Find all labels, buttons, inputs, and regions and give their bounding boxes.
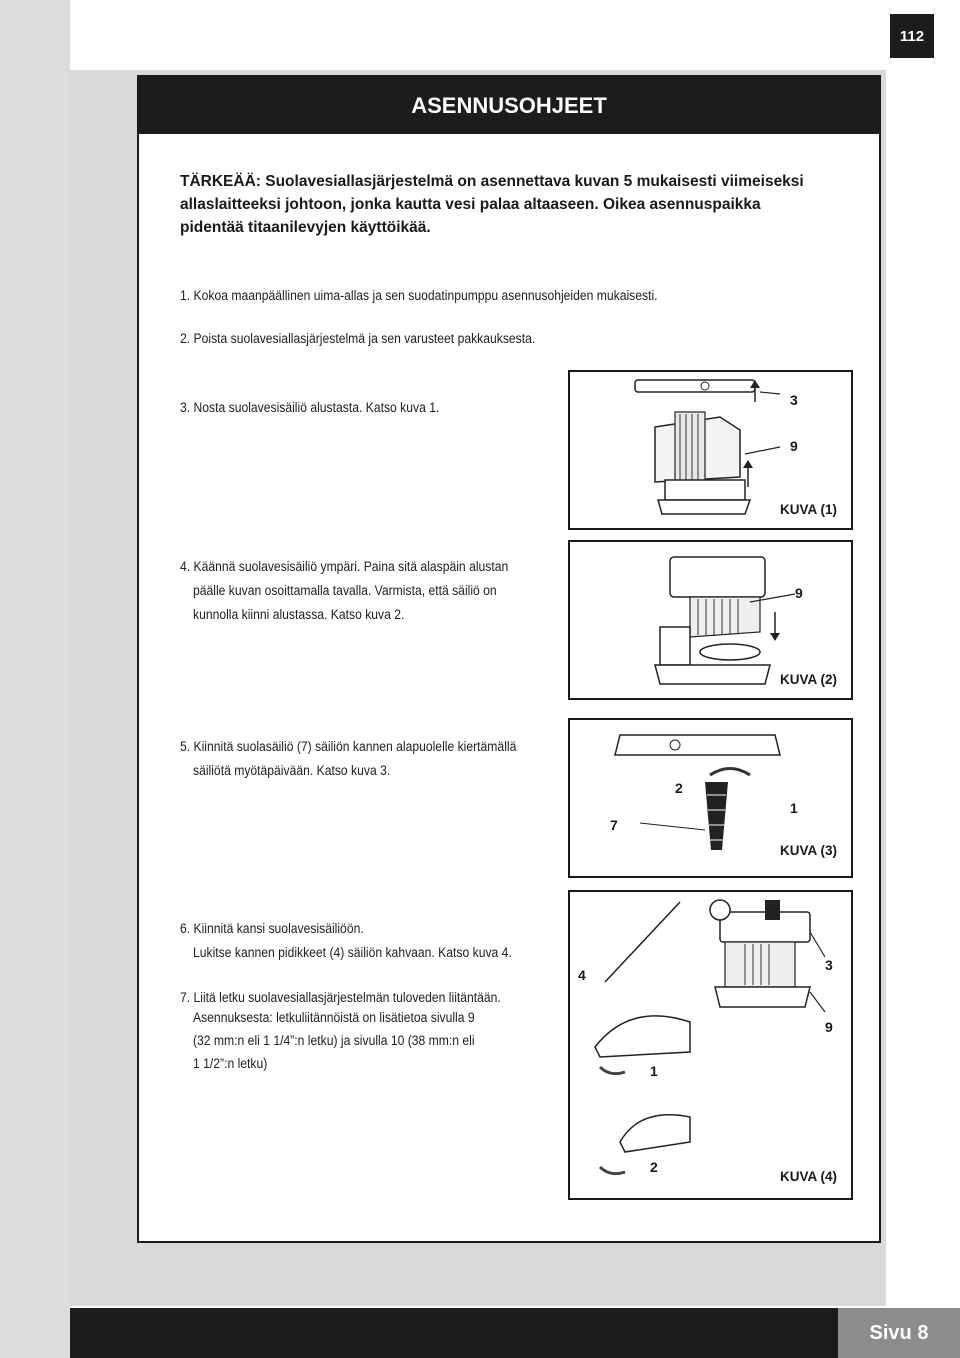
- important-line: allaslaitteeksi johtoon, jonka kautta vesi palaa altaaseen. Oikea asennuspaikka: [180, 196, 761, 213]
- figure-4: [568, 890, 853, 1200]
- figure-4-callout-3: 3: [825, 957, 833, 973]
- figure-4-callout-4: 4: [578, 967, 586, 983]
- step-7-line-1: 7. Liitä letku suolavesiallasjärjestelmän tuloveden liitäntään.: [180, 990, 501, 1005]
- figure-4-callout-1: 1: [650, 1063, 658, 1079]
- page-title: ASENNUSOHJEET: [139, 77, 879, 134]
- important-line: TÄRKEÄÄ: Suolavesiallasjärjestelmä on asennettava kuvan 5 mukaisesti viimeiseksi: [180, 173, 804, 190]
- step-7-line-2: Asennuksesta: letkuliitännöistä on lisätietoa sivulla 9: [193, 1010, 475, 1025]
- figure-4-callout-2: 2: [650, 1159, 658, 1175]
- figure-2: [568, 540, 853, 700]
- figure-1: [568, 370, 853, 530]
- important-notice: [180, 170, 840, 239]
- step-5-line-2: säiliötä myötäpäivään. Katso kuva 3.: [193, 763, 391, 778]
- footer-bar: [70, 1308, 960, 1358]
- figure-3-callout-2: 2: [675, 780, 683, 796]
- step-4-line-2: päälle kuvan osoittamalla tavalla. Varmista, että säiliö on: [193, 583, 497, 598]
- figure-4-callout-9: 9: [825, 1019, 833, 1035]
- step-6-line-2: Lukitse kannen pidikkeet (4) säiliön kahvaan. Katso kuva 4.: [193, 945, 512, 960]
- step-6-line-1: 6. Kiinnitä kansi suolavesisäiliöön.: [180, 921, 364, 936]
- step-4-line-3: kunnolla kiinni alustassa. Katso kuva 2.: [193, 607, 405, 622]
- figure-4-illustration: [570, 892, 851, 1198]
- figure-3-callout-7: 7: [610, 817, 618, 833]
- figure-2-label: KUVA (2): [780, 672, 837, 687]
- step-7-line-4: 1 1/2”:n letku): [193, 1056, 268, 1071]
- figure-1-label: KUVA (1): [780, 502, 837, 517]
- step-3: 3. Nosta suolavesisäiliö alustasta. Katso kuva 1.: [180, 400, 440, 415]
- important-line: pidentää titaanilevyjen käyttöikää.: [180, 219, 431, 236]
- page-number-badge: 112: [890, 14, 934, 58]
- step-1: 1. Kokoa maanpäällinen uima-allas ja sen suodatinpumppu asennusohjeiden mukaisesti.: [180, 288, 658, 303]
- left-margin-strip: [0, 0, 70, 1358]
- figure-4-label: KUVA (4): [780, 1169, 837, 1184]
- figure-2-callout-9: 9: [795, 585, 803, 601]
- step-7-line-3: (32 mm:n eli 1 1/4”:n letku) ja sivulla 10 (38 mm:n eli: [193, 1033, 475, 1048]
- figure-1-callout-9: 9: [790, 438, 798, 454]
- step-2: 2. Poista suolavesiallasjärjestelmä ja sen varusteet pakkauksesta.: [180, 331, 536, 346]
- step-4-line-1: 4. Käännä suolavesisäiliö ympäri. Paina sitä alaspäin alustan: [180, 559, 509, 574]
- figure-3-callout-1: 1: [790, 800, 798, 816]
- figure-1-callout-3: 3: [790, 392, 798, 408]
- figure-3: [568, 718, 853, 878]
- footer-page-label: Sivu 8: [838, 1308, 960, 1358]
- step-5-line-1: 5. Kiinnitä suolasäiliö (7) säiliön kannen alapuolelle kiertämällä: [180, 739, 517, 754]
- figure-3-label: KUVA (3): [780, 843, 837, 858]
